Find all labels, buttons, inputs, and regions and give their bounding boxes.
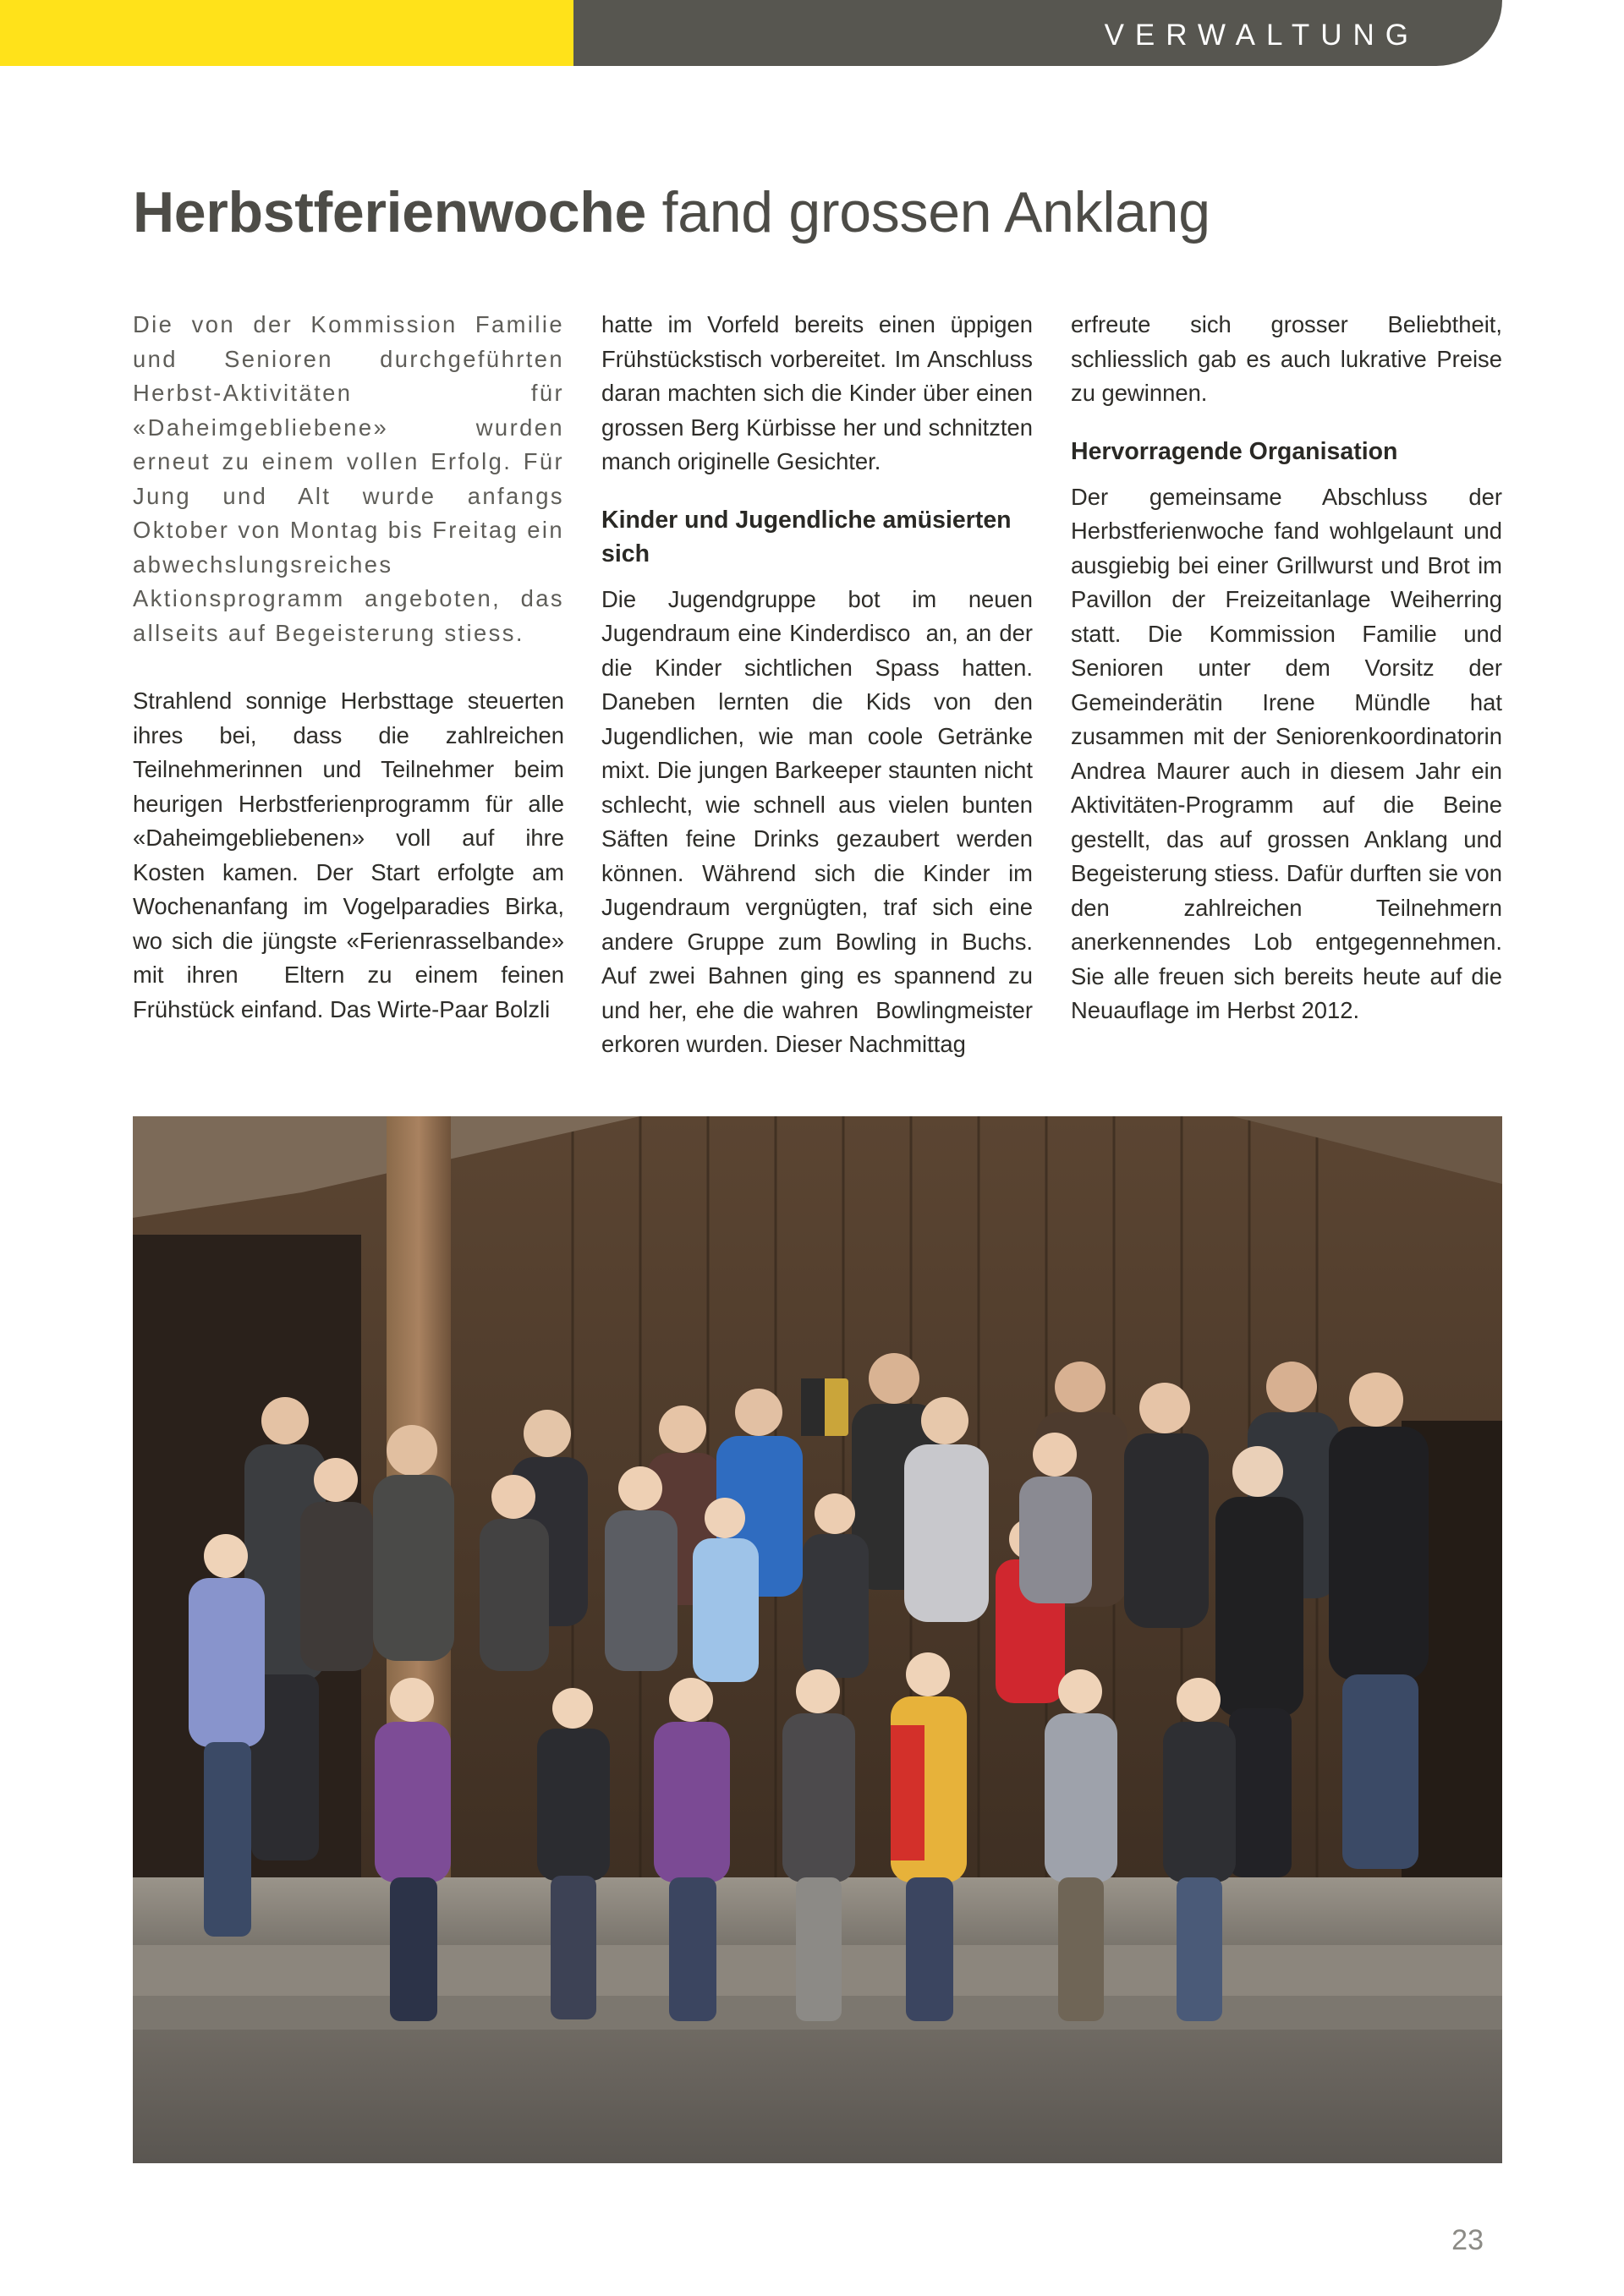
subhead-organisation: Hervorragende Organisation <box>1071 437 1398 465</box>
page-number: 23 <box>1451 2224 1484 2256</box>
text-column-1 <box>133 308 564 1027</box>
section-label: VERWALTUNG <box>1104 19 1419 52</box>
paragraph-1-part-2: hatte im Vorfeld bereits einen üppigen Frühstückstisch vorbereitet. Im Anschluss daran machten sich die Kinder über einen grossen Berg Kürbisse her und schnitzten manch originelle Gesichter. <box>601 311 1033 474</box>
article-title-rest: fand grossen Anklang <box>646 180 1210 244</box>
article-title <box>133 179 1210 245</box>
article-intro: Die von der Kommission Familie und Senioren durchgeführten Herbst-Aktivitäten für «Daheimgebliebene» wurden erneut zu einem vollen Erfolg. Für Jung und Alt wurde anfangs Oktober von Montag bis Freitag ein abwechslungsreiches Aktionsprogramm angeboten, das allseits auf Begeisterung stiess. <box>133 311 564 646</box>
group-photo-icon <box>133 1116 1502 2163</box>
paragraph-2-part-1: Die Jugendgruppe bot im neuen Jugendraum eine Kinderdisco an, an der die Kinder sichtlichen Spass hatten. Daneben lernten die Kids von den Jugendlichen, wie man coole Getränke mixt. Die jungen Barkeeper staunten nicht schlecht, wie schnell aus vielen bunten Säften feine Drinks gezaubert werden können. Während sich die Kinder im Jugendraum vergnügten, traf sich eine andere Gruppe zum Bowling in Buchs. Auf zwei Bahnen ging es spannend zu und her, ehe die wahren Bowlingmeister erkoren wurden. Dieser Nachmittag <box>601 585 1033 1057</box>
subhead-kinder: Kinder und Jugendliche amüsierten sich <box>601 506 1012 567</box>
paragraph-1-part-1: Strahlend sonnige Herbsttage steuerten ihres bei, dass die zahlreichen Teilnehmerinnen und Teilnehmer beim heurigen Herbstferienprogramm für alle «Daheimgebliebenen» voll auf ihre Kosten kamen. Der Start erfolgte am Wochenanfang im Vogelparadies Birka, wo sich die jüngste «Ferienrasselbande» mit ihren Eltern zu einem feinen Frühstück einfand. Das Wirte-Paar Bolzli <box>133 688 564 1022</box>
paragraph-2-part-2: erfreute sich grosser Beliebtheit, schliesslich gab es auch lukrative Preise zu gewinnen. <box>1071 311 1502 406</box>
text-column-3 <box>1071 308 1502 1028</box>
header-accent-bar <box>0 0 573 66</box>
text-column-2 <box>601 308 1033 1062</box>
article-title-bold: Herbstferienwoche <box>133 180 647 244</box>
group-photo <box>133 1116 1502 2163</box>
section-header-bar <box>573 0 1502 66</box>
paragraph-3: Der gemeinsame Abschluss der Herbstferienwoche fand wohlgelaunt und ausgiebig bei einer Grillwurst und Brot im Pavillon der Freizeitanlage Weiherring statt. Die Kommission Familie und Senioren unter dem Vorsitz der Gemeinderätin Irene Mündle hat zusammen mit der Seniorenkoordinatorin Andrea Maurer auch in diesem Jahr ein Aktivitäten-Programm auf die Beine gestellt, das auf grossen Anklang und Begeisterung stiess. Dafür durften sie von den zahlreichen Teilnehmern anerkennendes Lob entgegennehmen. Sie alle freuen sich bereits heute auf die Neuauflage im Herbst 2012. <box>1071 483 1502 1023</box>
